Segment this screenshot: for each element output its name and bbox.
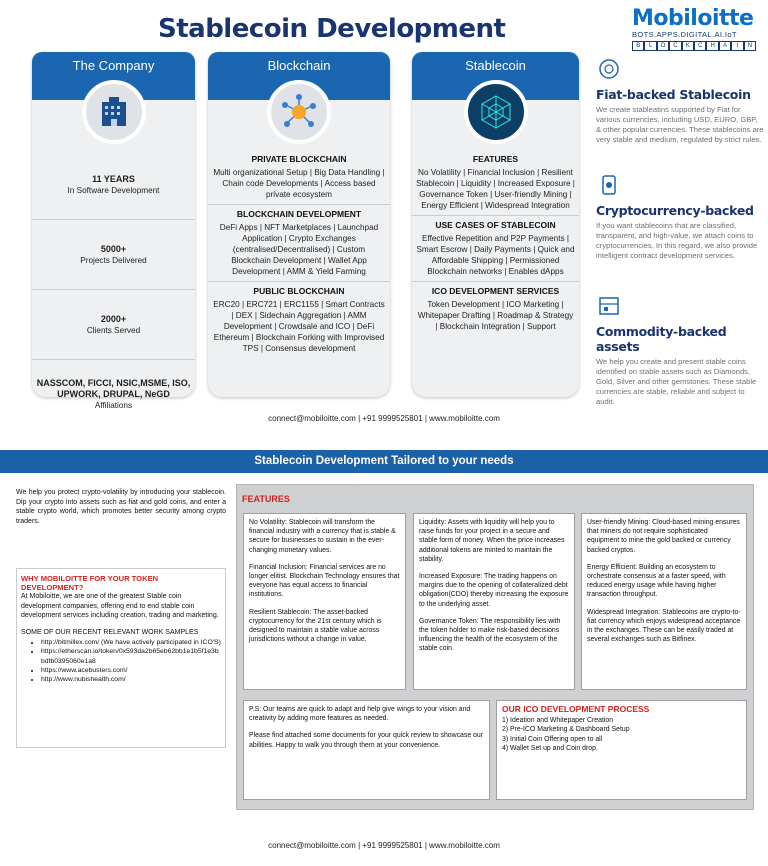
samples-list	[41, 638, 221, 684]
stat-label: Projects Delivered	[80, 255, 147, 265]
sample-link[interactable]: • https://www.acebusters.com/	[41, 666, 221, 675]
stablecoin-card	[412, 52, 579, 397]
brand-logo	[632, 6, 756, 51]
feature-item: Increased Exposure: The trading happens on margins due to the opening of collateralized debt obligation(CDO) thereby increasing the exposure to the underlying asset.	[419, 573, 569, 608]
ps-paragraph: P.S: Our teams are quick to adapt and help give wings to your vision and creativity by adding more features as needed.	[249, 706, 471, 723]
sample-link[interactable]: • http://bitmillex.com/ (We have actively participated in ICO'S)	[41, 638, 221, 647]
features-column-3	[581, 513, 747, 690]
section-title: BLOCKCHAIN DEVELOPMENT	[236, 209, 362, 219]
stat-label: Affiliations	[94, 401, 133, 410]
feature-item: No Volatility: Stablecoin will transform the financial industry with a currency that is stable & secure for businesses to sustain in the ever-changing monetary values.	[249, 519, 396, 554]
stat-value: 11 YEARS	[92, 173, 135, 184]
why-mobiloitte-box	[16, 568, 226, 748]
page-title: Stablecoin Development	[158, 14, 506, 44]
commodity-icon	[596, 295, 622, 317]
section-title: FEATURES	[472, 154, 519, 164]
why-body: At Mobiloitte, we are one of the greatest Stable coin development companies, offering end to end stable coin development services including creation, trading and marketing.	[21, 593, 219, 619]
brand-letter: L	[644, 41, 656, 51]
intro-paragraph: We help you protect crypto-volatility by introducing your stablecoin. Dip your crypto into assets such as fiat and gold coins, and enter a stable crypto world, which promotes better security among crypto traders.	[16, 489, 226, 525]
feature-item: Governance Token: The responsibility lies with the token holder to make risk-based decisions influencing the health of the ecosystem of the stable coin.	[419, 617, 561, 653]
stat-label: In Software Development	[67, 185, 160, 195]
ico-step: 1) Ideation and Whitepaper Creation	[502, 717, 614, 725]
type-title: Fiat-backed Stablecoin	[596, 87, 751, 102]
brand-letter: H	[706, 41, 718, 51]
type-description: We create stableatins supported by Fiat for various currencies, including USD, EURO, GBP, & other popular currencies. These stablecoins are very stable and medium, regulated by strict rules.	[596, 105, 764, 144]
ico-step: 3) Initial Coin Offering open to all	[502, 735, 603, 743]
ico-process-heading: OUR ICO DEVELOPMENT PROCESS	[502, 704, 650, 714]
crypto-icon	[596, 174, 622, 196]
private-blockchain-block	[208, 150, 390, 204]
section-body: ERC20 | ERC721 | ERC1155 | Smart Contracts | DEX | Sidechain Aggregation | AMM Development | Crowdsale and ICO | DeFi Ethereum | Blockchain Forking with Improvised TPS | Consensus development	[213, 300, 385, 353]
ps-note	[243, 700, 490, 800]
type-description: If you want stablecoins that are classified, transparent, and high-value, we attach coins to cryptocurrencies. In this regard, we also provide intelligent contract development services.	[596, 221, 758, 260]
ico-step: 4) Wallet Set up and Coin drop.	[502, 744, 598, 752]
features-column-2	[413, 513, 575, 690]
brand-letter: C	[694, 41, 706, 51]
stat-value: 2000+	[100, 313, 127, 324]
feature-item: Financial Inclusion: Financial services are no longer elitist. Blockchain Technology ensures that everyone has equal access to financial institutions.	[249, 563, 400, 599]
stat-value: 5000+	[100, 243, 127, 254]
section-body: Effective Repetition and P2P Payments | Smart Escrow | Daily Payments | Quick and Affordable Shipping | Permissioned Blockchain networks | Enables dApps	[416, 234, 575, 276]
brand-letter: O	[657, 41, 669, 51]
stat-years	[32, 150, 195, 219]
stat-projects	[32, 220, 195, 289]
feature-item: Energy Efficient: Building an ecosystem to orchestrate consensus at a faster speed, with reduced energy usage while having higher transaction throughput.	[587, 563, 726, 599]
feature-item: Resilient Stablecoin: The asset-backed cryptocurrency for the 21st century which is designed to maintain a stable value across jurisdictions without a change in value.	[249, 608, 382, 644]
section-title: ICO DEVELOPMENT SERVICES	[431, 286, 560, 296]
brand-name: Mobiloitte	[632, 6, 754, 31]
public-blockchain-block	[208, 282, 390, 358]
ico-services-block	[412, 282, 579, 336]
commodity-backed-section	[596, 295, 764, 407]
fiat-backed-section	[596, 58, 764, 145]
brand-letter: I	[731, 41, 743, 51]
type-title: Commodity-backed assets	[596, 324, 727, 354]
why-heading: WHY MOBILOITTE FOR YOUR TOKEN DEVELOPMENT?	[21, 574, 159, 593]
brand-letter: A	[719, 41, 731, 51]
section-body: DeFi Apps | NFT Marketplaces | Launchpad Application | Crypto Exchanges (centralised/Decentralised) | Custom Blockchain Development | Wallet App Development | AMM & Yield Farming	[219, 223, 379, 276]
ps-paragraph: Please find attached some documents for your quick review to showcase our abilities. Happy to walk you through them at your convenience.	[249, 732, 484, 749]
type-title: Cryptocurrency-backed	[596, 203, 754, 218]
brand-letter: C	[669, 41, 681, 51]
features-heading: FEATURES	[242, 494, 290, 504]
feature-item: Widespread Integration: Stablecoins are crypto-to-fiat currency which enjoys widespread acceptance in the exchanges. These can be easily traded at several exchanges such as Bitfinex.	[587, 608, 741, 644]
section-body: Multi organizational Setup | Big Data Handling | Chain code Developments | Access based private ecosystem	[213, 168, 385, 199]
stat-clients	[32, 290, 195, 359]
stablecoin-mesh-icon	[464, 80, 528, 144]
samples-heading: SOME OF OUR RECENT RELEVANT WORK SAMPLES	[21, 629, 199, 637]
section-body: No Volatility | Financial Inclusion | Resilient Stablecoin | Liquidity | Increased Exposure | Governance Token | User-friendly Mining | Energy Efficient | Widespread Integration	[416, 168, 575, 210]
sample-link[interactable]: • http://www.nubishealth.com/	[41, 675, 221, 684]
brand-letter: B	[632, 41, 644, 51]
section-title: PRIVATE BLOCKCHAIN	[251, 154, 347, 164]
features-column-1	[243, 513, 406, 690]
section-title: PUBLIC BLOCKCHAIN	[253, 286, 345, 296]
stat-label: Clients Served	[86, 325, 141, 335]
brand-blockchain-strip	[632, 41, 756, 51]
building-icon	[82, 80, 146, 144]
features-block	[412, 150, 579, 215]
type-description: We help you create and present stable coins identified on stable assets such as Diamonds, Gold, Silver and other gemstones. These stable currencies are stable, reliable and subject to audit.	[596, 357, 757, 406]
blockchain-card	[208, 52, 390, 397]
section-body: Token Development | ICO Marketing | Whitepaper Drafting | Roadmap & Strategy | Blockchain Integration | Support	[417, 300, 574, 331]
company-heading: The Company	[32, 52, 195, 80]
fiat-icon	[596, 58, 622, 80]
stablecoin-heading: Stablecoin	[412, 52, 579, 80]
blockchain-network-icon	[267, 80, 331, 144]
brand-letter: N	[744, 41, 756, 51]
crypto-backed-section	[596, 174, 764, 261]
section-title: USE CASES OF STABLECOIN	[435, 220, 556, 230]
ico-process-box	[496, 700, 747, 800]
stat-value: NASSCOM, FICCI, NSIC,MSME, ISO, UPWORK, DRUPAL, NeGD	[36, 378, 191, 399]
section-banner: Stablecoin Development Tailored to your needs	[0, 450, 768, 473]
company-card	[32, 52, 195, 410]
feature-item: User-friendly Mining: Cloud-based mining ensures that miners do not require sophisticated equipment to mine the gold backed or currency backed cryptos.	[587, 519, 740, 554]
ico-step: 2) Pre-ICO Marketing & Dashboard Setup	[502, 726, 630, 734]
blockchain-heading: Blockchain	[208, 52, 390, 80]
feature-item: Liquidity: Assets with liquidity will help you to raise funds for your project in a secure and stable form of money. When the price increases additional tokens are minted to maintain the stability.	[419, 519, 565, 563]
brand-letter: K	[682, 41, 694, 51]
use-cases-block	[412, 216, 579, 281]
footer-contact-line: connect@mobiloitte.com | +91 9999525801 | www.mobiloitte.com	[268, 841, 500, 850]
sample-link[interactable]: • https://etherscan.io/token/0x593da2b65eb62bb1e1b5f1e3bbdfb0395060e1a8	[41, 647, 221, 665]
blockchain-development-block	[208, 205, 390, 281]
brand-tagline: BOTS.APPS.DIGITAL.AI.IoT	[632, 30, 737, 39]
contact-line: connect@mobiloitte.com | +91 9999525801 | www.mobiloitte.com	[268, 414, 500, 423]
